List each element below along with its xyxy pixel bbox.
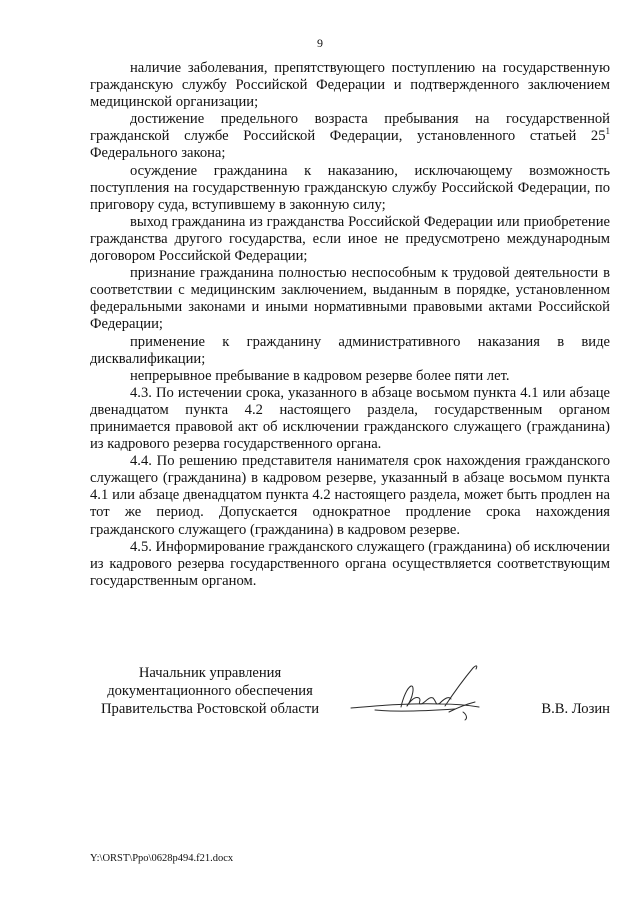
signatory-name: В.В. Лозин xyxy=(541,701,610,717)
page-number: 9 xyxy=(317,36,323,50)
signatory-position xyxy=(90,664,330,718)
signatory-position-line-3: Правительства Ростовской области xyxy=(100,701,320,717)
paragraph-citizenship: выход гражданина из гражданства Российской Федерации или приобретение гражданства другого государства, если иное не предусмотрено международным договором Российской Федерации; xyxy=(90,213,610,265)
signatory-position-line-2: документационного обеспечения xyxy=(107,683,313,699)
paragraph-4-3: 4.3. По истечении срока, указанного в абзаце восьмом пункта 4.1 или абзаце двенадцатом пункта 4.2 настоящего раздела, государственным органом принимается правовой акт об исключении гражданского служащего (гражданина) из кадрового резерва государственного органа. xyxy=(90,384,610,453)
article-superscript: 1 xyxy=(605,126,610,137)
paragraph-age-limit-text: достижение предельного возраста пребывания на государственной гражданской службе Российской Федерации, установленного статьей 25 xyxy=(90,111,610,145)
document-body xyxy=(90,60,610,590)
file-path: Y:\ORST\Ppo\0628p494.f21.docx xyxy=(90,853,234,864)
paragraph-conviction: осуждение гражданина к наказанию, исключающему возможность поступления на государственную гражданскую службу Российской Федерации, по приговору суда, вступившему в законную силу; xyxy=(90,162,610,213)
paragraph-disqualification: применение к гражданину административного наказания в виде дисквалификации; xyxy=(90,333,610,367)
paragraph-incapacity: признание гражданина полностью неспособным к трудовой деятельности в соответствии с медицинским заключением, выданным в порядке, установленном федеральными законами и иными нормативными правовыми актами Российской Федерации; xyxy=(90,265,610,333)
paragraph-4-4: 4.4. По решению представителя нанимателя срок нахождения гражданского служащего (гражданина) в кадровом резерве, указанный в абзаце восьмом пункта 4.1 или абзаце двенадцатом пункта 4.2 настоящего раздела, может быть продлен на тот же период. Допускается однократное продление срока нахождения гражданского служащего (гражданина) в кадровом резерве. xyxy=(90,453,610,538)
paragraph-age-limit xyxy=(90,111,610,162)
signature-block xyxy=(90,664,610,724)
paragraph-illness: наличие заболевания, препятствующего поступлению на государственную гражданскую службу Российской Федерации и подтвержденного заключением медицинской организации; xyxy=(90,60,610,111)
paragraph-age-limit-tail: Федерального закона; xyxy=(90,145,226,162)
handwritten-signature-icon xyxy=(345,658,495,728)
signatory-position-line-1: Начальник управления xyxy=(138,665,282,681)
paragraph-4-5: 4.5. Информирование гражданского служащего (гражданина) об исключении из кадрового резерва государственного органа осуществляется соответствующим государственным органом. xyxy=(90,538,610,589)
paragraph-five-years: непрерывное пребывание в кадровом резерве более пяти лет. xyxy=(130,367,510,384)
